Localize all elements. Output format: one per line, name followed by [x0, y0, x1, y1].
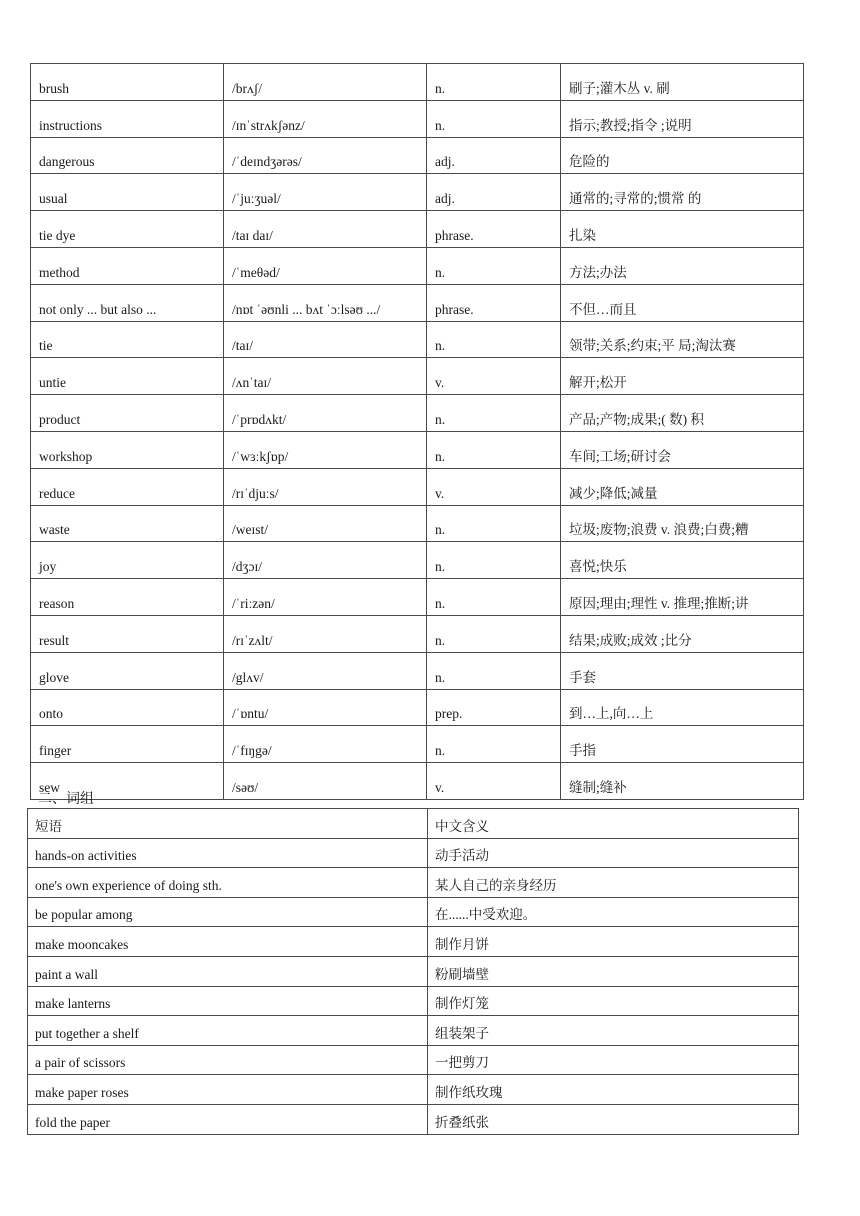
vocab-part-of-speech: phrase.: [427, 284, 561, 321]
phrase-meaning: 制作灯笼: [428, 986, 799, 1016]
phrase-text: one's own experience of doing sth.: [28, 868, 428, 898]
vocab-phonetic: /weɪst/: [224, 505, 427, 542]
vocab-meaning: 减少;降低;减量: [561, 468, 804, 505]
phrase-meaning: 某人自己的亲身经历: [428, 868, 799, 898]
phrase-text: paint a wall: [28, 956, 428, 986]
vocab-part-of-speech: n.: [427, 579, 561, 616]
phrase-row: [28, 927, 799, 957]
vocab-phonetic: /brʌʃ/: [224, 64, 427, 101]
phrase-meaning: 组装架子: [428, 1016, 799, 1046]
vocab-word: tie: [31, 321, 224, 358]
phrase-row: [28, 1075, 799, 1105]
vocab-part-of-speech: n.: [427, 652, 561, 689]
vocab-meaning: 领带;关系;约束;平 局;淘汰赛: [561, 321, 804, 358]
phrase-text: make paper roses: [28, 1075, 428, 1105]
vocab-word: method: [31, 247, 224, 284]
vocab-row: [31, 763, 804, 800]
phrase-meaning: 粉刷墙壁: [428, 956, 799, 986]
vocab-row: [31, 321, 804, 358]
vocab-word: instructions: [31, 100, 224, 137]
phrases-header-meaning: 中文含义: [428, 809, 799, 839]
vocab-part-of-speech: adj.: [427, 137, 561, 174]
vocab-row: [31, 542, 804, 579]
phrase-text: make mooncakes: [28, 927, 428, 957]
vocab-row: [31, 100, 804, 137]
vocab-word: sew: [31, 763, 224, 800]
phrase-text: make lanterns: [28, 986, 428, 1016]
vocab-part-of-speech: n.: [427, 615, 561, 652]
phrase-row: [28, 1104, 799, 1134]
vocab-phonetic: /nɒt ˈəʊnli ... bʌt ˈɔːlsəʊ .../: [224, 284, 427, 321]
vocab-part-of-speech: n.: [427, 100, 561, 137]
vocab-meaning: 到…上,向…上: [561, 689, 804, 726]
phrase-row: [28, 838, 799, 868]
vocab-row: [31, 395, 804, 432]
vocab-word: finger: [31, 726, 224, 763]
vocab-meaning: 喜悦;快乐: [561, 542, 804, 579]
vocab-row: [31, 174, 804, 211]
vocab-phonetic: /ˈfɪŋgə/: [224, 726, 427, 763]
phrases-header-phrase: 短语: [28, 809, 428, 839]
vocab-phonetic: /ˈwɜːkʃɒp/: [224, 431, 427, 468]
vocab-row: [31, 505, 804, 542]
vocab-phonetic: /ˈmeθəd/: [224, 247, 427, 284]
phrase-text: hands-on activities: [28, 838, 428, 868]
vocab-meaning: 车间;工场;研讨会: [561, 431, 804, 468]
vocab-phonetic: /ˈdeɪndʒərəs/: [224, 137, 427, 174]
vocab-meaning: 手套: [561, 652, 804, 689]
vocab-part-of-speech: n.: [427, 542, 561, 579]
vocab-word: glove: [31, 652, 224, 689]
phrase-row: [28, 1016, 799, 1046]
vocab-row: [31, 284, 804, 321]
phrases-table: [27, 808, 799, 1135]
phrases-header-row: [28, 809, 799, 839]
vocab-part-of-speech: adj.: [427, 174, 561, 211]
vocab-meaning: 结果;成败;成效 ;比分: [561, 615, 804, 652]
vocab-phonetic: /dʒɔɪ/: [224, 542, 427, 579]
vocab-part-of-speech: n.: [427, 64, 561, 101]
vocab-row: [31, 689, 804, 726]
vocab-meaning: 扎染: [561, 211, 804, 248]
vocab-meaning: 刷子;灌木丛 v. 刷: [561, 64, 804, 101]
vocab-row: [31, 358, 804, 395]
vocab-row: [31, 211, 804, 248]
phrases-heading: 二、词组: [38, 792, 94, 807]
vocab-meaning: 解开;松开: [561, 358, 804, 395]
vocab-part-of-speech: n.: [427, 431, 561, 468]
vocab-word: dangerous: [31, 137, 224, 174]
vocab-phonetic: /səʊ/: [224, 763, 427, 800]
vocab-phonetic: /taɪ daɪ/: [224, 211, 427, 248]
vocab-word: tie dye: [31, 211, 224, 248]
phrase-text: be popular among: [28, 897, 428, 927]
vocab-meaning: 指示;教授;指令 ;说明: [561, 100, 804, 137]
vocab-phonetic: /rɪˈdjuːs/: [224, 468, 427, 505]
vocab-meaning: 不但…而且: [561, 284, 804, 321]
vocab-meaning: 产品;产物;成果;( 数) 积: [561, 395, 804, 432]
phrase-row: [28, 897, 799, 927]
vocab-row: [31, 615, 804, 652]
phrase-row: [28, 986, 799, 1016]
vocab-part-of-speech: phrase.: [427, 211, 561, 248]
phrase-meaning: 动手活动: [428, 838, 799, 868]
vocab-phonetic: /ˈriːzən/: [224, 579, 427, 616]
vocab-phonetic: /glʌv/: [224, 652, 427, 689]
vocab-meaning: 垃圾;废物;浪费 v. 浪费;白费;糟: [561, 505, 804, 542]
vocab-row: [31, 579, 804, 616]
vocab-part-of-speech: n.: [427, 321, 561, 358]
vocab-word: reduce: [31, 468, 224, 505]
vocab-meaning: 危险的: [561, 137, 804, 174]
vocab-word: reason: [31, 579, 224, 616]
phrase-meaning: 制作月饼: [428, 927, 799, 957]
vocab-phonetic: /ˈɒntu/: [224, 689, 427, 726]
vocab-part-of-speech: n.: [427, 395, 561, 432]
vocab-meaning: 方法;办法: [561, 247, 804, 284]
vocab-phonetic: /ˈprɒdʌkt/: [224, 395, 427, 432]
vocab-part-of-speech: v.: [427, 358, 561, 395]
vocab-meaning: 通常的;寻常的;惯常 的: [561, 174, 804, 211]
vocab-phonetic: /ɪnˈstrʌkʃənz/: [224, 100, 427, 137]
phrase-row: [28, 1045, 799, 1075]
phrase-text: put together a shelf: [28, 1016, 428, 1046]
vocab-meaning: 缝制;缝补: [561, 763, 804, 800]
vocab-word: workshop: [31, 431, 224, 468]
vocab-row: [31, 64, 804, 101]
vocabulary-table: [30, 63, 804, 800]
vocab-phonetic: /taɪ/: [224, 321, 427, 358]
vocab-row: [31, 468, 804, 505]
vocab-row: [31, 431, 804, 468]
vocab-phonetic: /rɪˈzʌlt/: [224, 615, 427, 652]
vocab-row: [31, 137, 804, 174]
vocab-word: joy: [31, 542, 224, 579]
vocab-word: product: [31, 395, 224, 432]
phrase-row: [28, 868, 799, 898]
vocab-row: [31, 247, 804, 284]
vocab-part-of-speech: n.: [427, 726, 561, 763]
vocab-word: result: [31, 615, 224, 652]
vocab-part-of-speech: n.: [427, 505, 561, 542]
vocab-row: [31, 726, 804, 763]
vocab-word: untie: [31, 358, 224, 395]
phrase-text: fold the paper: [28, 1104, 428, 1134]
vocab-row: [31, 652, 804, 689]
phrase-meaning: 一把剪刀: [428, 1045, 799, 1075]
vocab-phonetic: /ˈjuːʒuəl/: [224, 174, 427, 211]
vocab-word: usual: [31, 174, 224, 211]
vocab-word: waste: [31, 505, 224, 542]
vocab-word: onto: [31, 689, 224, 726]
vocab-part-of-speech: n.: [427, 247, 561, 284]
phrase-text: a pair of scissors: [28, 1045, 428, 1075]
vocab-part-of-speech: prep.: [427, 689, 561, 726]
phrase-meaning: 折叠纸张: [428, 1104, 799, 1134]
vocab-part-of-speech: v.: [427, 468, 561, 505]
vocab-word: not only ... but also ...: [31, 284, 224, 321]
vocab-part-of-speech: v.: [427, 763, 561, 800]
vocab-phonetic: /ʌnˈtaɪ/: [224, 358, 427, 395]
phrase-meaning: 制作纸玫瑰: [428, 1075, 799, 1105]
phrase-meaning: 在......中受欢迎。: [428, 897, 799, 927]
vocab-meaning: 手指: [561, 726, 804, 763]
vocab-meaning: 原因;理由;理性 v. 推理;推断;讲: [561, 579, 804, 616]
vocab-word: brush: [31, 64, 224, 101]
phrase-row: [28, 956, 799, 986]
